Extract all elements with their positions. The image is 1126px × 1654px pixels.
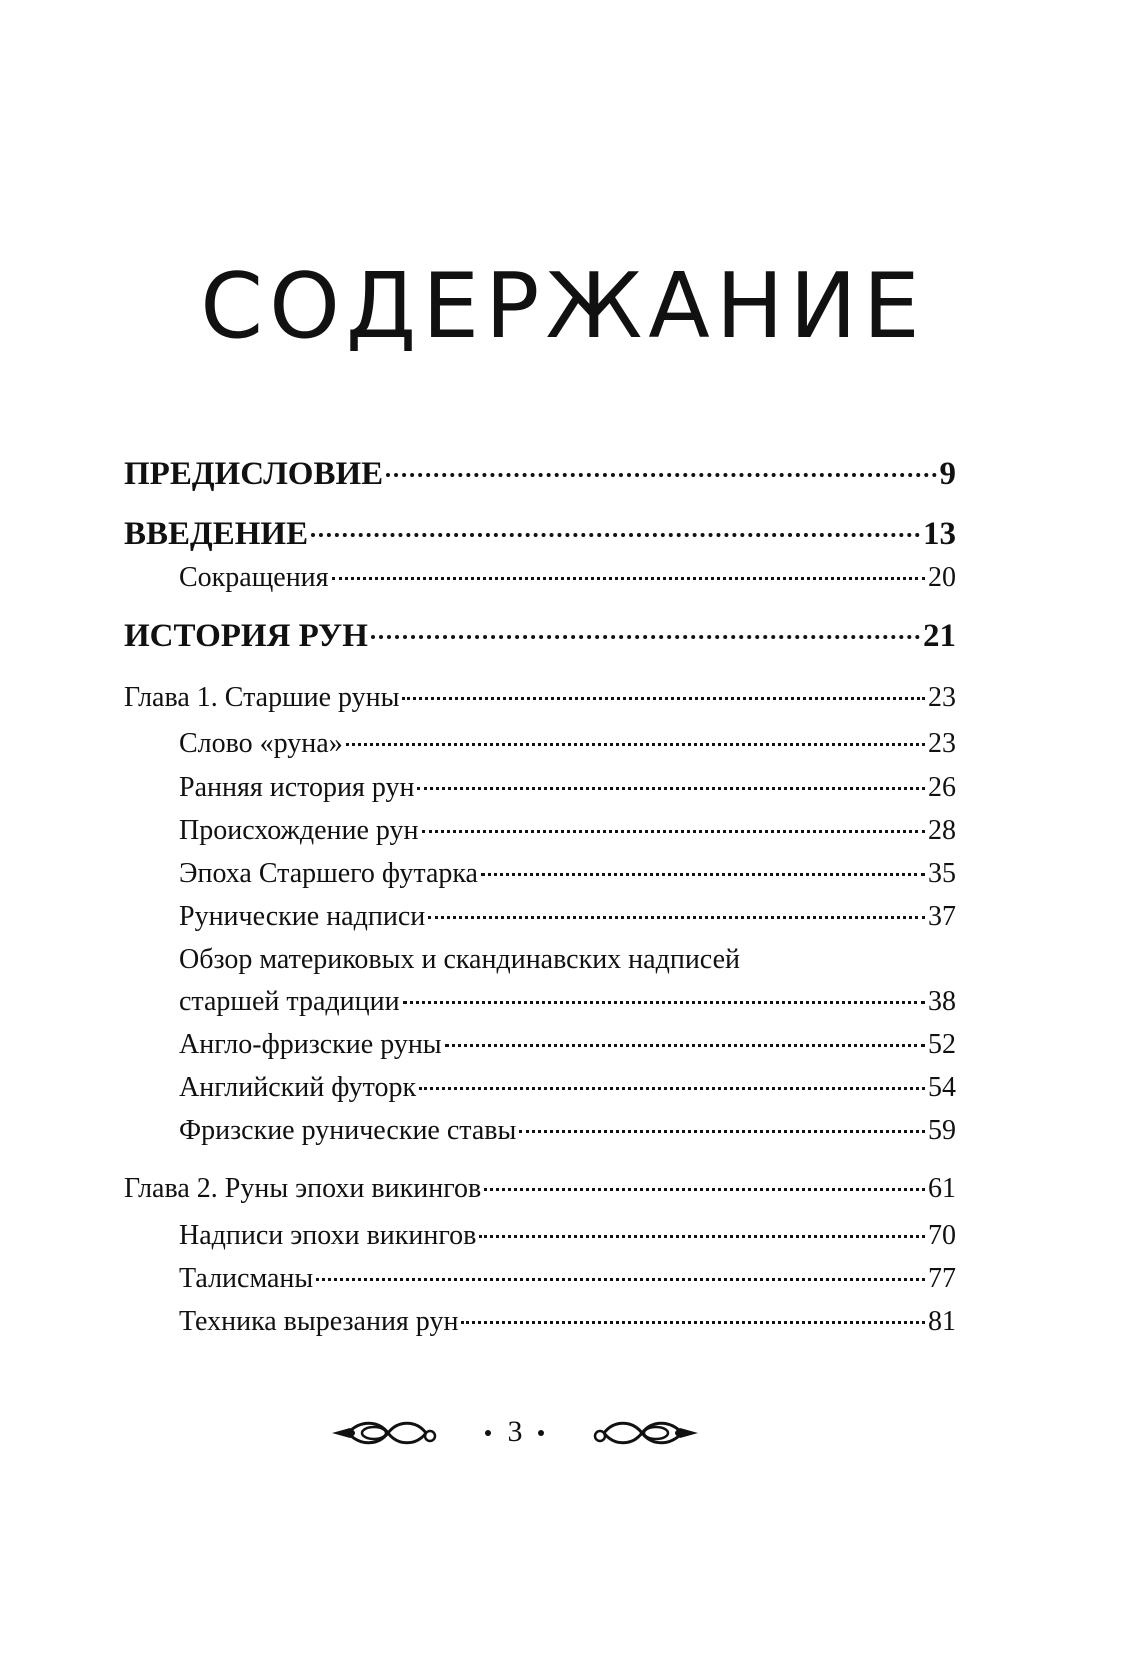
toc-entry-rune-history[interactable] (124, 618, 956, 655)
toc-entry-label: Ранняя история рун (179, 772, 415, 803)
toc-entry-page: 61 (928, 1173, 956, 1204)
toc-entry-label: Происхождение рун (179, 815, 419, 846)
dot-leader (422, 830, 925, 833)
dot-leader (479, 1235, 925, 1238)
toc-entry-label: Фризские рунические ставы (179, 1115, 517, 1146)
toc-entry-page: 28 (928, 815, 956, 846)
toc-entry-label: Эпоха Старшего футарка (179, 858, 478, 889)
toc-entry-page: 52 (928, 1029, 956, 1060)
toc-entry-page: 70 (928, 1220, 956, 1251)
dot-leader (311, 533, 920, 537)
toc-entry-word-rune[interactable] (124, 728, 956, 760)
toc-entry-page: 81 (928, 1306, 956, 1337)
toc-entry-label: Рунические надписи (179, 901, 426, 932)
toc-entry-label: ВВЕДЕНИЕ (124, 516, 309, 552)
toc-entry-carving-technique[interactable] (124, 1306, 956, 1338)
dot-leader (417, 787, 925, 790)
toc-entry-label: ПРЕДИСЛОВИЕ (124, 456, 384, 492)
dot-leader (428, 916, 925, 919)
dot-leader (484, 1188, 925, 1191)
toc-entry-label: Сокращения (179, 562, 329, 593)
toc-entry-viking-inscriptions[interactable] (124, 1220, 956, 1252)
dot-leader (346, 743, 925, 746)
page-footer (330, 1410, 700, 1460)
toc-entry-preface[interactable] (124, 456, 956, 493)
toc-entry-label: Глава 2. Руны эпохи викингов (124, 1173, 482, 1204)
page-number: 3 (507, 1415, 523, 1448)
dot-leader (371, 635, 920, 639)
toc-entry-overview-line2[interactable] (124, 986, 956, 1018)
toc-entry-page: 54 (928, 1072, 956, 1103)
toc-entry-origin[interactable] (124, 815, 956, 847)
dot-leader (403, 1001, 925, 1004)
toc-entry-label: Талисманы (179, 1263, 314, 1294)
toc-entry-page: 38 (928, 986, 956, 1017)
dot-leader (332, 577, 925, 580)
toc-entry-page: 77 (928, 1263, 956, 1294)
toc-entry-label: Глава 1. Старшие руны (124, 682, 400, 713)
toc-entry-elder-futhark-era[interactable] (124, 858, 956, 890)
toc-entry-page: 37 (928, 901, 956, 932)
toc-entry-chapter-1[interactable] (124, 682, 956, 714)
toc-entry-page: 9 (939, 456, 956, 492)
toc-entry-talismans[interactable] (124, 1263, 956, 1295)
separator-dot (538, 1430, 544, 1436)
toc-entry-page: 21 (923, 618, 956, 654)
dot-leader (461, 1321, 925, 1324)
toc-entry-label: Обзор материковых и скандинавских надписей (179, 944, 740, 975)
dot-leader (445, 1044, 925, 1047)
toc-entry-chapter-2[interactable] (124, 1173, 956, 1205)
toc-entry-runic-inscriptions[interactable] (124, 901, 956, 933)
toc-entry-page: 35 (928, 858, 956, 889)
toc-entry-page: 13 (923, 516, 956, 552)
toc-entry-early-history[interactable] (124, 772, 956, 804)
toc-entry-label: Английский футорк (179, 1072, 417, 1103)
toc-entry-introduction[interactable] (124, 516, 956, 553)
toc-entry-label: Надписи эпохи викингов (179, 1220, 477, 1251)
toc-entry-label: старшей традиции (179, 986, 400, 1017)
toc-entry-label: ИСТОРИЯ РУН (124, 618, 368, 654)
toc-entry-page: 23 (928, 682, 956, 713)
toc-entry-english-futhorc[interactable] (124, 1072, 956, 1104)
toc-entry-label: Слово «руна» (179, 728, 343, 759)
toc-entry-label: Техника вырезания рун (179, 1306, 459, 1337)
toc-entry-page: 20 (928, 562, 956, 593)
toc-entry-overview-line1[interactable] (124, 944, 956, 976)
dot-leader (402, 697, 925, 700)
knot-ornament-icon (590, 1416, 700, 1450)
dot-leader (316, 1278, 925, 1281)
toc-entry-frisian-staves[interactable] (124, 1115, 956, 1147)
dot-leader (386, 473, 936, 477)
toc-entry-abbreviations[interactable] (124, 562, 956, 594)
toc-entry-page: 26 (928, 772, 956, 803)
knot-ornament-icon (330, 1416, 440, 1450)
table-of-contents (124, 0, 956, 1654)
toc-entry-label: Англо-фризские руны (179, 1029, 442, 1060)
toc-entry-page: 59 (928, 1115, 956, 1146)
dot-leader (419, 1087, 925, 1090)
dot-leader (481, 873, 925, 876)
toc-entry-anglo-frisian[interactable] (124, 1029, 956, 1061)
toc-entry-page: 23 (928, 728, 956, 759)
page-title: СОДЕРЖАНИЕ (200, 254, 926, 359)
dot-leader (519, 1130, 925, 1133)
